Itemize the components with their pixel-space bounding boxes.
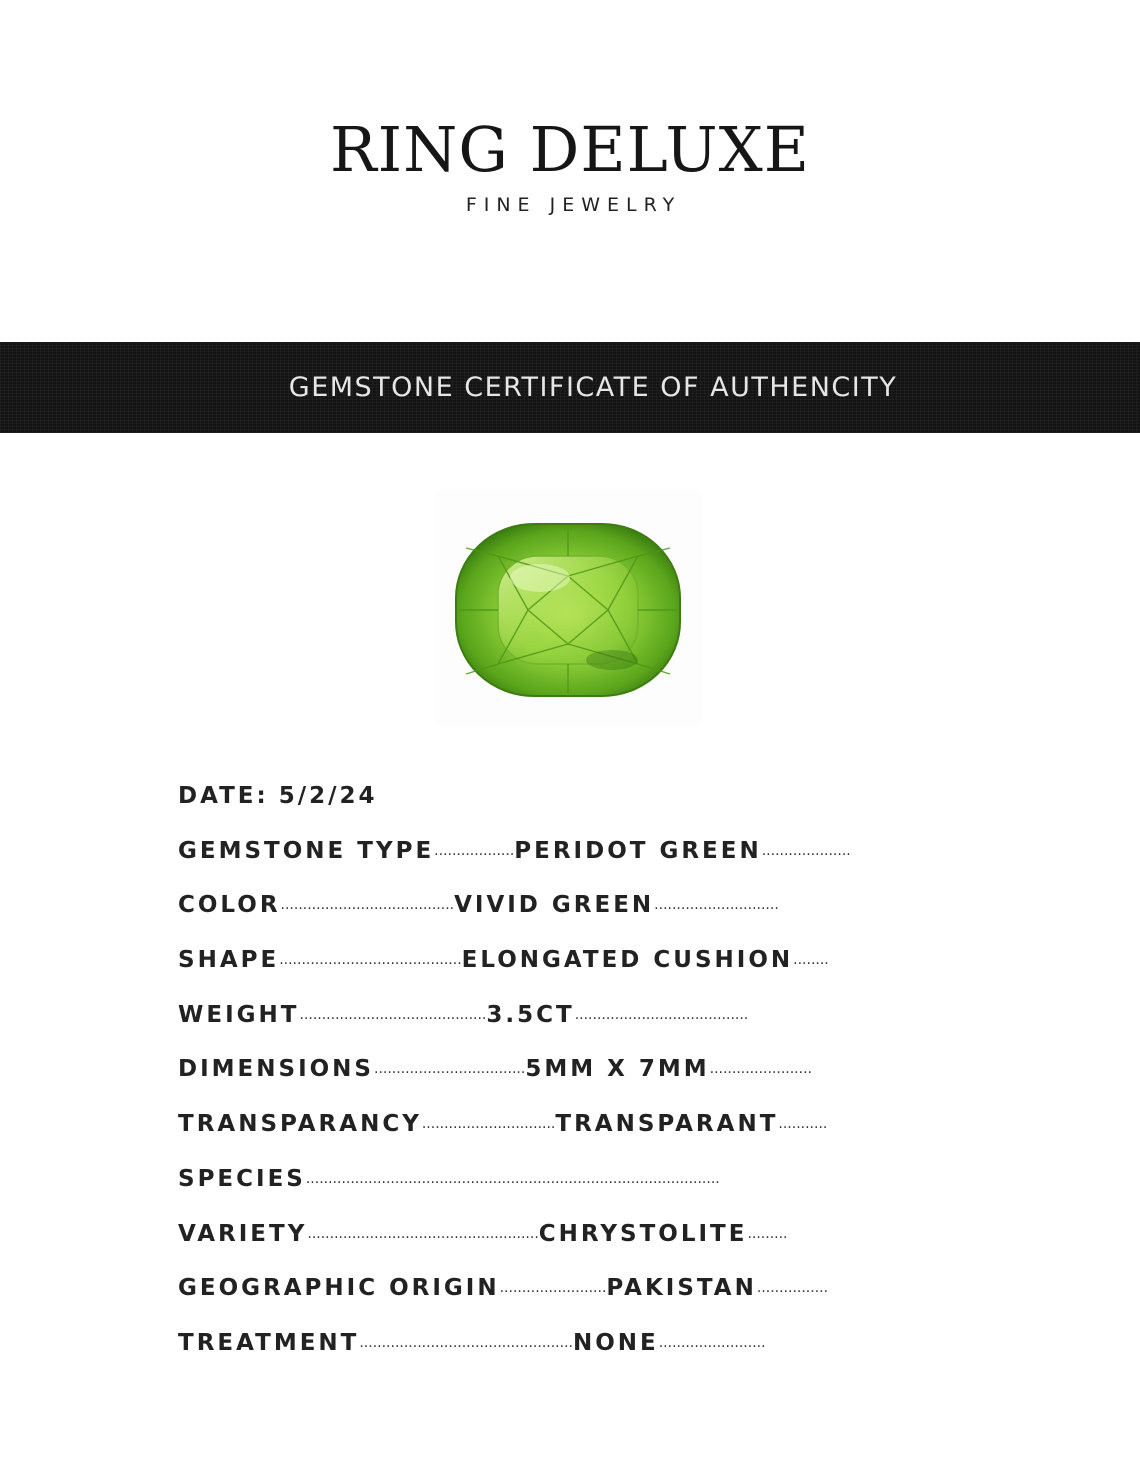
detail-label: SHAPE (178, 947, 280, 974)
leader-dots: .................. (434, 842, 515, 859)
brand-tagline: FINE JEWELRY (465, 194, 682, 216)
date-row (178, 778, 958, 833)
leader-dots: ........... (778, 1116, 828, 1133)
detail-label: GEOGRAPHIC ORIGIN (178, 1275, 500, 1302)
leader-dots: .......................................... (299, 1006, 487, 1023)
detail-row-transparancy (178, 1106, 958, 1161)
leader-dots: ........................ (499, 1280, 607, 1297)
detail-row-color (178, 887, 958, 942)
leader-dots: ........................ (658, 1334, 766, 1351)
detail-row-shape (178, 942, 958, 997)
detail-label: SPECIES (178, 1165, 306, 1192)
detail-value: ELONGATED CUSHION (461, 947, 794, 974)
peridot-gem-image (436, 490, 702, 726)
detail-value: TRANSPARANT (555, 1111, 779, 1138)
brand-name: RING DELUXE (329, 113, 811, 186)
detail-value: PERIDOT GREEN (514, 837, 762, 864)
detail-row-weight (178, 997, 958, 1052)
leader-dots: ....................................... (574, 1006, 749, 1023)
detail-value: CHRYSTOLITE (538, 1220, 748, 1247)
detail-value: 5MM X 7MM (525, 1056, 710, 1083)
certificate-title: GEMSTONE CERTIFICATE OF AUTHENCITY (288, 372, 898, 403)
leader-dots: .................................. (374, 1061, 526, 1078)
detail-label: TREATMENT (178, 1329, 360, 1356)
leader-dots: .............................. (421, 1116, 556, 1133)
detail-label: DIMENSIONS (178, 1056, 374, 1083)
gem-icon (436, 490, 702, 726)
detail-row-species (178, 1161, 958, 1216)
leader-dots: .................... (761, 842, 851, 859)
detail-row-geographic-origin (178, 1270, 958, 1325)
detail-row-dimensions (178, 1051, 958, 1106)
leader-dots: ....................... (709, 1061, 812, 1078)
detail-value: 3.5CT (486, 1001, 575, 1028)
detail-label: VARIETY (178, 1220, 308, 1247)
detail-value: VIVID GREEN (454, 892, 655, 919)
leader-dots: ......... (747, 1225, 788, 1242)
date-value: 5/2/24 (278, 783, 378, 809)
leader-dots: ............................................................................................. (305, 1170, 720, 1187)
detail-row-treatment (178, 1325, 958, 1380)
detail-row-variety (178, 1216, 958, 1271)
leader-dots: ............................ (654, 897, 779, 914)
date-label: DATE: (178, 783, 269, 809)
detail-label: WEIGHT (178, 1001, 300, 1028)
leader-dots: ....................................... (280, 897, 455, 914)
detail-label: COLOR (178, 892, 281, 919)
leader-dots: ......................................... (279, 952, 462, 969)
detail-value: PAKISTAN (606, 1275, 757, 1302)
leader-dots: ........ (793, 952, 829, 969)
detail-row-gemstone-type (178, 833, 958, 888)
certificate-details (178, 778, 958, 1380)
leader-dots: ................ (756, 1280, 829, 1297)
leader-dots: .................................................... (307, 1225, 539, 1242)
detail-value: NONE (572, 1329, 659, 1356)
certificate-banner (0, 342, 1140, 433)
detail-label: GEMSTONE TYPE (178, 837, 435, 864)
brand-header (0, 112, 1140, 218)
detail-label: TRANSPARANCY (178, 1111, 422, 1138)
leader-dots: ................................................ (359, 1334, 573, 1351)
